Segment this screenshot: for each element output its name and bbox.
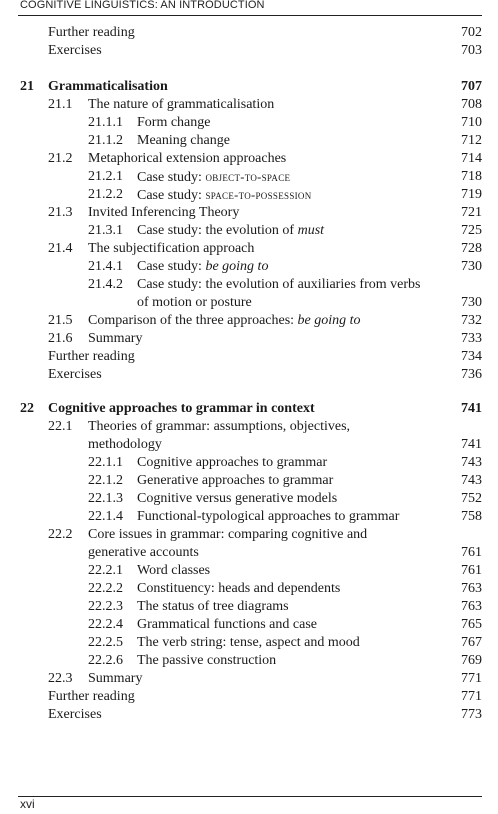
toc-page-number: 703: [461, 43, 482, 58]
toc-page-number: 743: [461, 455, 482, 470]
toc-row: [0, 472, 498, 490]
toc-title: [137, 132, 230, 150]
toc-page-number: 732: [461, 313, 482, 328]
toc-title: [88, 204, 239, 222]
toc-row: [0, 366, 498, 384]
toc-page-number: 765: [461, 617, 482, 632]
toc-row: [0, 186, 498, 204]
toc-page-number: 714: [461, 151, 482, 166]
toc-title: [88, 150, 286, 168]
toc-page-number: 725: [461, 223, 482, 238]
toc-row: [0, 348, 498, 366]
toc-title: [137, 454, 327, 472]
toc-title-emphasis: be going to: [297, 313, 361, 328]
toc-title: [88, 312, 361, 330]
toc-number: 21.1.1: [88, 115, 123, 130]
toc-title-text: Further reading: [48, 349, 135, 364]
toc-row: [0, 258, 498, 276]
toc-page-number: 743: [461, 473, 482, 488]
toc-title: [137, 186, 312, 205]
toc-page-number: 730: [461, 295, 482, 310]
toc-number: 21.4: [48, 241, 73, 256]
toc-title-text: Theories of grammar: assumptions, objectives,: [88, 419, 351, 434]
toc-page-number: 752: [461, 491, 482, 506]
toc-title-emphasis: space-to-possession: [205, 188, 312, 202]
toc-title-text: Case study: the evolution of auxiliaries from verbs: [137, 277, 421, 292]
toc-title: [88, 418, 350, 436]
toc-row: [0, 544, 498, 562]
toc-title: [137, 562, 210, 580]
toc-number: 22.1.2: [88, 473, 123, 488]
toc-title-text: Generative approaches to grammar: [137, 473, 334, 488]
toc-title-text: Exercises: [48, 43, 102, 58]
toc-number: 21.3: [48, 205, 73, 220]
toc-title: [137, 222, 324, 240]
toc-row: [0, 562, 498, 580]
toc-row: [0, 276, 498, 294]
toc-row: [0, 526, 498, 544]
toc-page-number: 758: [461, 509, 482, 524]
toc-row: [0, 598, 498, 616]
toc-row: [0, 490, 498, 508]
toc-page-number: 712: [461, 133, 482, 148]
toc-row: [0, 616, 498, 634]
toc-number: 21.1: [48, 97, 73, 112]
toc-title: [137, 616, 317, 634]
toc-title-text: Cognitive versus generative models: [137, 491, 338, 506]
toc-title-text: Grammaticalisation: [48, 79, 168, 94]
toc-title-text: Exercises: [48, 707, 102, 722]
toc-title-text: Case study: the evolution of: [137, 223, 298, 238]
toc-number: 22.2.2: [88, 581, 123, 596]
toc-page-number: 773: [461, 707, 482, 722]
page-number: xvi: [20, 797, 35, 811]
toc-title: [137, 472, 333, 490]
toc-title-text: Summary: [88, 671, 143, 686]
toc-row: [0, 670, 498, 688]
toc-title: [137, 508, 399, 526]
toc-title-text: Further reading: [48, 25, 135, 40]
toc-number: 21.5: [48, 313, 73, 328]
toc-number: 22: [20, 401, 34, 416]
toc-row: [0, 240, 498, 258]
toc-title-text: generative accounts: [88, 545, 199, 560]
toc-title-text: Case study:: [137, 188, 206, 203]
toc-title: [137, 580, 340, 598]
toc-title-text: Summary: [88, 331, 143, 346]
toc-number: 21.1.2: [88, 133, 123, 148]
toc-row: [0, 454, 498, 472]
toc-title: [48, 706, 102, 724]
toc-page-number: 718: [461, 169, 482, 184]
toc-title: [137, 276, 420, 294]
toc-title: [88, 670, 142, 688]
toc-row: [0, 330, 498, 348]
toc-title-text: The nature of grammaticalisation: [88, 97, 275, 112]
toc-page-number: 771: [461, 689, 482, 704]
toc-title: [137, 258, 268, 276]
toc-title-text: Constituency: heads and dependents: [137, 581, 341, 596]
toc-chapter-row: [0, 400, 498, 418]
toc-row: [0, 652, 498, 670]
toc-title: [137, 168, 290, 187]
toc-page-number: 710: [461, 115, 482, 130]
running-title: COGNITIVE LINGUISTICS: AN INTRODUCTION: [20, 0, 265, 11]
toc-number: 21.3.1: [88, 223, 123, 238]
toc-number: 22.2.5: [88, 635, 123, 650]
page-footer: [18, 796, 482, 811]
toc-title: [137, 652, 276, 670]
toc-title: [88, 526, 367, 544]
toc-title-text: Functional-typological approaches to grammar: [137, 509, 400, 524]
toc-row: [0, 634, 498, 652]
toc-number: 21.4.2: [88, 277, 123, 292]
toc-row: [0, 24, 498, 42]
toc-title-text: Invited Inferencing Theory: [88, 205, 240, 220]
toc-row: [0, 204, 498, 222]
toc-row: [0, 418, 498, 436]
toc-title: [48, 24, 135, 42]
toc-page-number: 761: [461, 563, 482, 578]
toc-title: [137, 634, 360, 652]
toc-title: [48, 42, 102, 60]
toc-row: [0, 114, 498, 132]
toc-title: [48, 688, 135, 706]
toc-title-text: Metaphorical extension approaches: [88, 151, 287, 166]
toc-title: [48, 348, 135, 366]
toc-number: 22.1: [48, 419, 73, 434]
toc-row: [0, 132, 498, 150]
toc-row: [0, 688, 498, 706]
toc-title-text: Cognitive approaches to grammar: [137, 455, 328, 470]
toc-page-number: 719: [461, 187, 482, 202]
toc-title-text: Word classes: [137, 563, 211, 578]
toc-title-text: The status of tree diagrams: [137, 599, 289, 614]
toc-row: [0, 508, 498, 526]
toc-page-number: 728: [461, 241, 482, 256]
toc-number: 22.2.6: [88, 653, 123, 668]
toc-title-text: Comparison of the three approaches:: [88, 313, 298, 328]
toc-row: [0, 294, 498, 312]
toc-title-text: Meaning change: [137, 133, 230, 148]
toc-title: [137, 294, 252, 312]
toc-row: [0, 222, 498, 240]
toc-title-text: Form change: [137, 115, 211, 130]
toc-row: [0, 168, 498, 186]
toc-title-emphasis: be going to: [205, 259, 269, 274]
toc-title: [88, 96, 274, 114]
toc-page-number: 707: [461, 79, 482, 94]
toc-page-number: 736: [461, 367, 482, 382]
toc-title: [137, 490, 337, 508]
toc-title-emphasis: object-to-space: [205, 170, 291, 184]
toc-title-text: Exercises: [48, 367, 102, 382]
toc-title: [48, 366, 102, 384]
toc-title-text: Cognitive approaches to grammar in context: [48, 401, 315, 416]
toc-title: [137, 598, 289, 616]
toc-chapter-row: [0, 78, 498, 96]
toc-page-number: 721: [461, 205, 482, 220]
toc-title-text: The subjectification approach: [88, 241, 255, 256]
toc-number: 21: [20, 79, 34, 94]
toc-title-text: The passive construction: [137, 653, 277, 668]
toc-title-text: methodology: [88, 437, 162, 452]
toc-number: 21.2.2: [88, 187, 123, 202]
toc-page-number: 708: [461, 97, 482, 112]
toc-page-number: 767: [461, 635, 482, 650]
toc-number: 21.2: [48, 151, 73, 166]
toc-page-number: 741: [461, 437, 482, 452]
toc-title: [48, 400, 315, 418]
toc-page-number: 733: [461, 331, 482, 346]
toc-page-number: 763: [461, 599, 482, 614]
toc-number: 21.2.1: [88, 169, 123, 184]
toc-number: 21.4.1: [88, 259, 123, 274]
toc-title-text: Grammatical functions and case: [137, 617, 317, 632]
toc-row: [0, 706, 498, 724]
toc-page-number: 763: [461, 581, 482, 596]
toc-number: 22.2: [48, 527, 73, 542]
toc-row: [0, 580, 498, 598]
toc-page-number: 702: [461, 25, 482, 40]
toc-title-text: The verb string: tense, aspect and mood: [137, 635, 360, 650]
toc-title: [88, 544, 199, 562]
toc-number: 21.6: [48, 331, 73, 346]
toc-title-emphasis: must: [297, 223, 325, 238]
running-header: [18, 0, 482, 16]
toc-number: 22.2.4: [88, 617, 123, 632]
toc-number: 22.2.3: [88, 599, 123, 614]
toc-number: 22.1.1: [88, 455, 123, 470]
toc-row: [0, 150, 498, 168]
toc-page-number: 761: [461, 545, 482, 560]
toc-number: 22.2.1: [88, 563, 123, 578]
toc-number: 22.1.3: [88, 491, 123, 506]
toc-page-number: 771: [461, 671, 482, 686]
toc-number: 22.3: [48, 671, 73, 686]
toc-page-number: 730: [461, 259, 482, 274]
toc-title: [88, 240, 254, 258]
toc-page-number: 741: [461, 401, 482, 416]
toc-title: [137, 114, 210, 132]
toc-number: 22.1.4: [88, 509, 123, 524]
toc-title-text: Further reading: [48, 689, 135, 704]
toc-row: [0, 312, 498, 330]
toc-title-text: Case study:: [137, 170, 206, 185]
toc-title-text: Core issues in grammar: comparing cognitive and: [88, 527, 368, 542]
toc-title: [48, 78, 168, 96]
toc-title: [88, 436, 162, 454]
toc-title: [88, 330, 142, 348]
toc-page-number: 769: [461, 653, 482, 668]
toc-row: [0, 96, 498, 114]
toc-title-text: of motion or posture: [137, 295, 252, 310]
toc-row: [0, 42, 498, 60]
toc-page-number: 734: [461, 349, 482, 364]
toc-title-text: Case study:: [137, 259, 206, 274]
toc-row: [0, 436, 498, 454]
